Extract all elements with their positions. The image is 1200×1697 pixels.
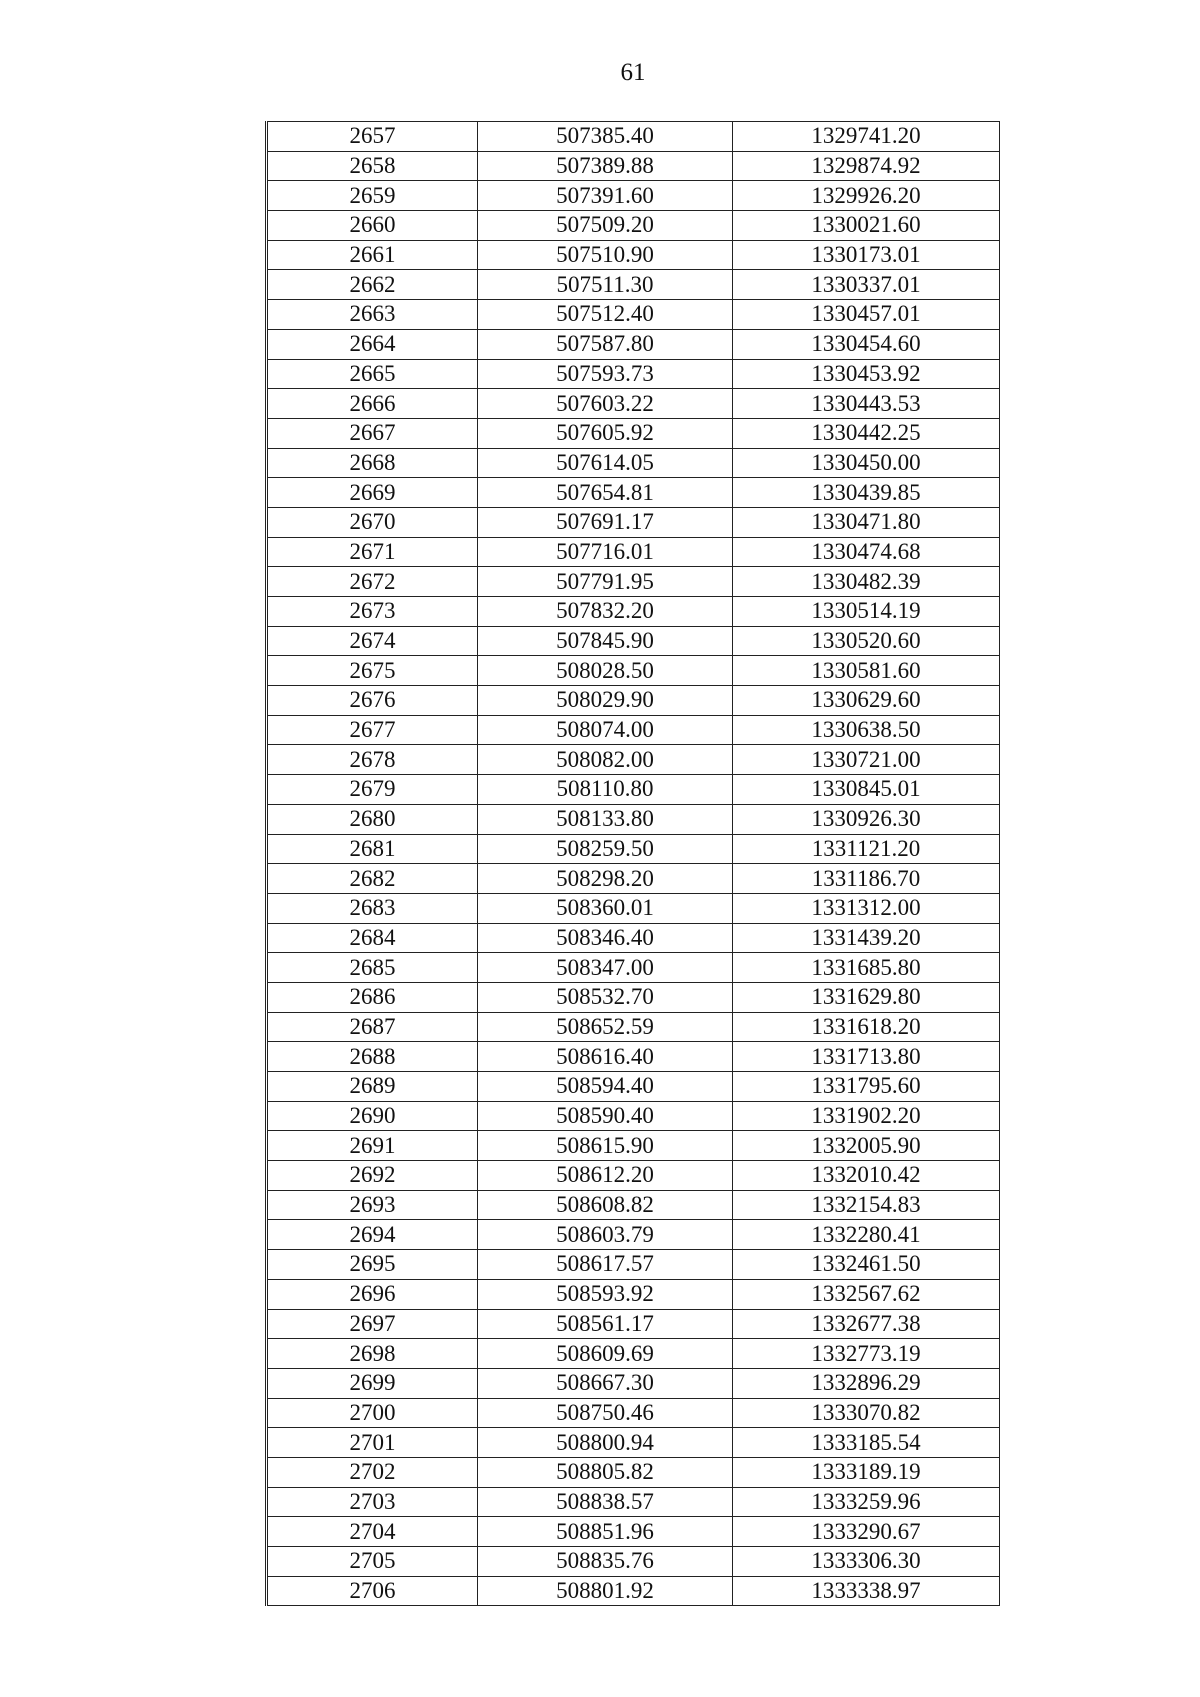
y-coordinate-cell: 1330337.01 — [733, 270, 1000, 300]
x-coordinate-cell: 508603.79 — [478, 1220, 733, 1250]
point-number-cell: 2668 — [267, 448, 478, 478]
point-number-cell: 2689 — [267, 1072, 478, 1102]
x-coordinate-cell: 507385.40 — [478, 122, 733, 152]
point-number-cell: 2675 — [267, 656, 478, 686]
table-row — [267, 300, 1000, 330]
table-row — [267, 1576, 1000, 1606]
y-coordinate-cell: 1331439.20 — [733, 923, 1000, 953]
y-coordinate-cell: 1330629.60 — [733, 686, 1000, 716]
y-coordinate-cell: 1330450.00 — [733, 448, 1000, 478]
y-coordinate-cell: 1333338.97 — [733, 1576, 1000, 1606]
table-row — [267, 626, 1000, 656]
y-coordinate-cell: 1330457.01 — [733, 300, 1000, 330]
x-coordinate-cell: 507791.95 — [478, 567, 733, 597]
table-row — [267, 834, 1000, 864]
x-coordinate-cell: 508561.17 — [478, 1309, 733, 1339]
x-coordinate-cell: 508347.00 — [478, 953, 733, 983]
y-coordinate-cell: 1330439.85 — [733, 478, 1000, 508]
table-row — [267, 181, 1000, 211]
x-coordinate-cell: 507845.90 — [478, 626, 733, 656]
point-number-cell: 2665 — [267, 359, 478, 389]
y-coordinate-cell: 1330474.68 — [733, 537, 1000, 567]
point-number-cell: 2677 — [267, 715, 478, 745]
table-body — [267, 122, 1000, 1606]
point-number-cell: 2705 — [267, 1547, 478, 1577]
point-number-cell: 2680 — [267, 804, 478, 834]
y-coordinate-cell: 1330482.39 — [733, 567, 1000, 597]
table-row — [267, 270, 1000, 300]
x-coordinate-cell: 508082.00 — [478, 745, 733, 775]
point-number-cell: 2695 — [267, 1250, 478, 1280]
point-number-cell: 2700 — [267, 1398, 478, 1428]
point-number-cell: 2684 — [267, 923, 478, 953]
table-row — [267, 478, 1000, 508]
y-coordinate-cell: 1329874.92 — [733, 151, 1000, 181]
table-row — [267, 1250, 1000, 1280]
y-coordinate-cell: 1332567.62 — [733, 1279, 1000, 1309]
point-number-cell: 2701 — [267, 1428, 478, 1458]
table-row — [267, 1279, 1000, 1309]
x-coordinate-cell: 508800.94 — [478, 1428, 733, 1458]
x-coordinate-cell: 507832.20 — [478, 597, 733, 627]
table-row — [267, 597, 1000, 627]
x-coordinate-cell: 508594.40 — [478, 1072, 733, 1102]
x-coordinate-cell: 508133.80 — [478, 804, 733, 834]
x-coordinate-cell: 508029.90 — [478, 686, 733, 716]
point-number-cell: 2679 — [267, 775, 478, 805]
y-coordinate-cell: 1331795.60 — [733, 1072, 1000, 1102]
x-coordinate-cell: 507587.80 — [478, 329, 733, 359]
y-coordinate-cell: 1332005.90 — [733, 1131, 1000, 1161]
table-row — [267, 507, 1000, 537]
point-number-cell: 2698 — [267, 1339, 478, 1369]
y-coordinate-cell: 1332280.41 — [733, 1220, 1000, 1250]
y-coordinate-cell: 1332010.42 — [733, 1161, 1000, 1191]
table-row — [267, 151, 1000, 181]
table-row — [267, 982, 1000, 1012]
point-number-cell: 2663 — [267, 300, 478, 330]
point-number-cell: 2682 — [267, 864, 478, 894]
x-coordinate-cell: 507603.22 — [478, 389, 733, 419]
y-coordinate-cell: 1333306.30 — [733, 1547, 1000, 1577]
table-row — [267, 1398, 1000, 1428]
x-coordinate-cell: 507509.20 — [478, 211, 733, 241]
point-number-cell: 2664 — [267, 329, 478, 359]
y-coordinate-cell: 1332154.83 — [733, 1190, 1000, 1220]
x-coordinate-cell: 508298.20 — [478, 864, 733, 894]
x-coordinate-cell: 507389.88 — [478, 151, 733, 181]
point-number-cell: 2692 — [267, 1161, 478, 1191]
x-coordinate-cell: 508360.01 — [478, 893, 733, 923]
table-row — [267, 1072, 1000, 1102]
y-coordinate-cell: 1330721.00 — [733, 745, 1000, 775]
y-coordinate-cell: 1329741.20 — [733, 122, 1000, 152]
y-coordinate-cell: 1330514.19 — [733, 597, 1000, 627]
point-number-cell: 2678 — [267, 745, 478, 775]
table-row — [267, 1457, 1000, 1487]
point-number-cell: 2660 — [267, 211, 478, 241]
point-number-cell: 2672 — [267, 567, 478, 597]
y-coordinate-cell: 1330926.30 — [733, 804, 1000, 834]
table-row — [267, 389, 1000, 419]
point-number-cell: 2670 — [267, 507, 478, 537]
x-coordinate-cell: 508838.57 — [478, 1487, 733, 1517]
y-coordinate-cell: 1331902.20 — [733, 1101, 1000, 1131]
x-coordinate-cell: 507605.92 — [478, 418, 733, 448]
table-row — [267, 211, 1000, 241]
point-number-cell: 2693 — [267, 1190, 478, 1220]
point-number-cell: 2694 — [267, 1220, 478, 1250]
y-coordinate-cell: 1333259.96 — [733, 1487, 1000, 1517]
table-row — [267, 1220, 1000, 1250]
x-coordinate-cell: 508750.46 — [478, 1398, 733, 1428]
table-row — [267, 1368, 1000, 1398]
point-number-cell: 2674 — [267, 626, 478, 656]
x-coordinate-cell: 508616.40 — [478, 1042, 733, 1072]
table-row — [267, 418, 1000, 448]
x-coordinate-cell: 508028.50 — [478, 656, 733, 686]
point-number-cell: 2662 — [267, 270, 478, 300]
x-coordinate-cell: 507691.17 — [478, 507, 733, 537]
y-coordinate-cell: 1331312.00 — [733, 893, 1000, 923]
point-number-cell: 2661 — [267, 240, 478, 270]
y-coordinate-cell: 1330845.01 — [733, 775, 1000, 805]
x-coordinate-cell: 507511.30 — [478, 270, 733, 300]
x-coordinate-cell: 507391.60 — [478, 181, 733, 211]
table-row — [267, 1517, 1000, 1547]
table-row — [267, 537, 1000, 567]
table-row — [267, 775, 1000, 805]
point-number-cell: 2702 — [267, 1457, 478, 1487]
y-coordinate-cell: 1331618.20 — [733, 1012, 1000, 1042]
table-row — [267, 893, 1000, 923]
point-number-cell: 2676 — [267, 686, 478, 716]
x-coordinate-cell: 508609.69 — [478, 1339, 733, 1369]
point-number-cell: 2667 — [267, 418, 478, 448]
y-coordinate-cell: 1330442.25 — [733, 418, 1000, 448]
y-coordinate-cell: 1329926.20 — [733, 181, 1000, 211]
y-coordinate-cell: 1330173.01 — [733, 240, 1000, 270]
x-coordinate-cell: 508801.92 — [478, 1576, 733, 1606]
y-coordinate-cell: 1333290.67 — [733, 1517, 1000, 1547]
y-coordinate-cell: 1330021.60 — [733, 211, 1000, 241]
point-number-cell: 2659 — [267, 181, 478, 211]
table-row — [267, 715, 1000, 745]
point-number-cell: 2666 — [267, 389, 478, 419]
x-coordinate-cell: 507512.40 — [478, 300, 733, 330]
y-coordinate-cell: 1330454.60 — [733, 329, 1000, 359]
point-number-cell: 2686 — [267, 982, 478, 1012]
y-coordinate-cell: 1333185.54 — [733, 1428, 1000, 1458]
x-coordinate-cell: 508593.92 — [478, 1279, 733, 1309]
y-coordinate-cell: 1331629.80 — [733, 982, 1000, 1012]
table-row — [267, 1131, 1000, 1161]
x-coordinate-cell: 508608.82 — [478, 1190, 733, 1220]
y-coordinate-cell: 1332461.50 — [733, 1250, 1000, 1280]
point-number-cell: 2688 — [267, 1042, 478, 1072]
point-number-cell: 2683 — [267, 893, 478, 923]
x-coordinate-cell: 508851.96 — [478, 1517, 733, 1547]
table-row — [267, 122, 1000, 152]
table-row — [267, 359, 1000, 389]
x-coordinate-cell: 508590.40 — [478, 1101, 733, 1131]
y-coordinate-cell: 1331685.80 — [733, 953, 1000, 983]
x-coordinate-cell: 508835.76 — [478, 1547, 733, 1577]
x-coordinate-cell: 508615.90 — [478, 1131, 733, 1161]
table-row — [267, 1309, 1000, 1339]
point-number-cell: 2671 — [267, 537, 478, 567]
point-number-cell: 2696 — [267, 1279, 478, 1309]
x-coordinate-cell: 507593.73 — [478, 359, 733, 389]
table-row — [267, 923, 1000, 953]
x-coordinate-cell: 508110.80 — [478, 775, 733, 805]
y-coordinate-cell: 1333070.82 — [733, 1398, 1000, 1428]
point-number-cell: 2685 — [267, 953, 478, 983]
y-coordinate-cell: 1331186.70 — [733, 864, 1000, 894]
y-coordinate-cell: 1332677.38 — [733, 1309, 1000, 1339]
x-coordinate-cell: 508617.57 — [478, 1250, 733, 1280]
x-coordinate-cell: 508346.40 — [478, 923, 733, 953]
table-row — [267, 1161, 1000, 1191]
y-coordinate-cell: 1330443.53 — [733, 389, 1000, 419]
x-coordinate-cell: 508805.82 — [478, 1457, 733, 1487]
x-coordinate-cell: 508259.50 — [478, 834, 733, 864]
x-coordinate-cell: 507614.05 — [478, 448, 733, 478]
table-row — [267, 656, 1000, 686]
point-number-cell: 2657 — [267, 122, 478, 152]
point-number-cell: 2658 — [267, 151, 478, 181]
table-row — [267, 864, 1000, 894]
point-number-cell: 2690 — [267, 1101, 478, 1131]
y-coordinate-cell: 1330520.60 — [733, 626, 1000, 656]
coordinates-table — [265, 121, 1000, 1606]
table-row — [267, 1428, 1000, 1458]
x-coordinate-cell: 507510.90 — [478, 240, 733, 270]
table-row — [267, 1547, 1000, 1577]
point-number-cell: 2706 — [267, 1576, 478, 1606]
point-number-cell: 2699 — [267, 1368, 478, 1398]
table-row — [267, 686, 1000, 716]
y-coordinate-cell: 1331121.20 — [733, 834, 1000, 864]
table-row — [267, 448, 1000, 478]
table-row — [267, 1012, 1000, 1042]
table-row — [267, 1042, 1000, 1072]
y-coordinate-cell: 1332773.19 — [733, 1339, 1000, 1369]
table-row — [267, 240, 1000, 270]
x-coordinate-cell: 507654.81 — [478, 478, 733, 508]
point-number-cell: 2681 — [267, 834, 478, 864]
point-number-cell: 2703 — [267, 1487, 478, 1517]
table-row — [267, 1339, 1000, 1369]
y-coordinate-cell: 1330453.92 — [733, 359, 1000, 389]
point-number-cell: 2691 — [267, 1131, 478, 1161]
x-coordinate-cell: 508532.70 — [478, 982, 733, 1012]
point-number-cell: 2673 — [267, 597, 478, 627]
table-row — [267, 329, 1000, 359]
point-number-cell: 2687 — [267, 1012, 478, 1042]
table-row — [267, 567, 1000, 597]
page-number: 61 — [620, 59, 646, 86]
table-row — [267, 1101, 1000, 1131]
point-number-cell: 2697 — [267, 1309, 478, 1339]
y-coordinate-cell: 1331713.80 — [733, 1042, 1000, 1072]
table-row — [267, 745, 1000, 775]
x-coordinate-cell: 508652.59 — [478, 1012, 733, 1042]
y-coordinate-cell: 1330638.50 — [733, 715, 1000, 745]
y-coordinate-cell: 1332896.29 — [733, 1368, 1000, 1398]
y-coordinate-cell: 1330471.80 — [733, 507, 1000, 537]
table-row — [267, 953, 1000, 983]
y-coordinate-cell: 1333189.19 — [733, 1457, 1000, 1487]
x-coordinate-cell: 508074.00 — [478, 715, 733, 745]
point-number-cell: 2669 — [267, 478, 478, 508]
table-row — [267, 1190, 1000, 1220]
table-row — [267, 1487, 1000, 1517]
y-coordinate-cell: 1330581.60 — [733, 656, 1000, 686]
table-row — [267, 804, 1000, 834]
x-coordinate-cell: 507716.01 — [478, 537, 733, 567]
point-number-cell: 2704 — [267, 1517, 478, 1547]
x-coordinate-cell: 508667.30 — [478, 1368, 733, 1398]
x-coordinate-cell: 508612.20 — [478, 1161, 733, 1191]
